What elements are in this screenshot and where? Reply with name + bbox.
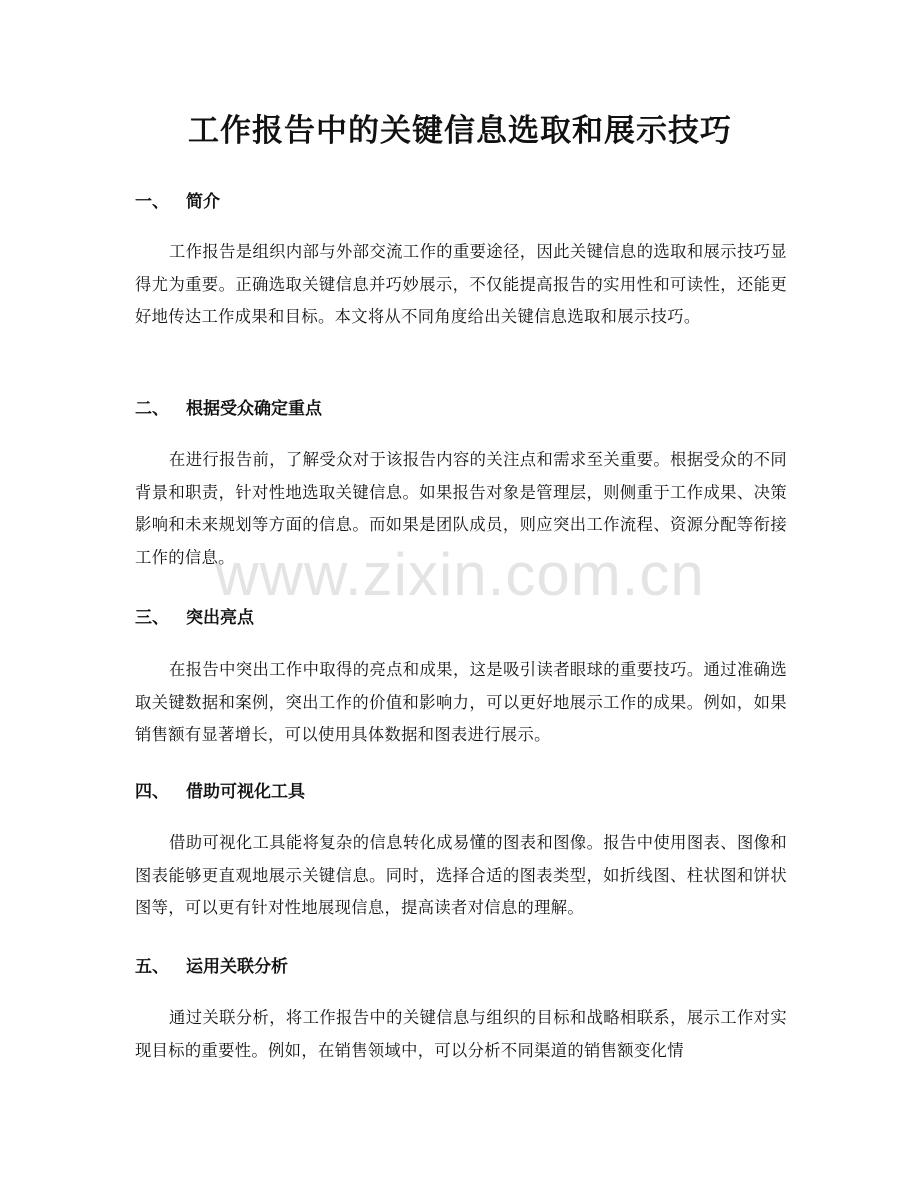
section-title: 根据受众确定重点 [186, 399, 322, 419]
section-heading-visualization [135, 780, 305, 804]
section-heading-audience [135, 397, 322, 421]
section-title: 运用关联分析 [186, 957, 288, 977]
watermark: www.zixin.com.cn [215, 541, 705, 608]
section-number: 二、 [135, 399, 169, 419]
section-number: 五、 [135, 957, 169, 977]
section-number: 三、 [135, 608, 169, 628]
section-number: 四、 [135, 782, 169, 802]
section-paragraph: 在报告中突出工作中取得的亮点和成果，这是吸引读者眼球的重要技巧。通过准确选取关键数据和案例，突出工作的价值和影响力，可以更好地展示工作的成果。例如，如果销售额有显著增长，可以使用具体数据和图表进行展示。 [135, 660, 787, 745]
section-heading-intro [135, 190, 220, 214]
section-paragraph: 工作报告是组织内部与外部交流工作的重要途径，因此关键信息的选取和展示技巧显得尤为重要。正确选取关键信息并巧妙展示，不仅能提高报告的实用性和可读性，还能更好地传达工作成果和目标。本文将从不同角度给出关键信息选取和展示技巧。 [135, 242, 787, 327]
section-paragraph: 借助可视化工具能将复杂的信息转化成易懂的图表和图像。报告中使用图表、图像和图表能够更直观地展示关键信息。同时，选择合适的图表类型，如折线图、柱状图和饼状图等，可以更有针对性地展现信息，提高读者对信息的理解。 [135, 833, 787, 918]
section-title: 借助可视化工具 [186, 782, 305, 802]
section-title: 突出亮点 [186, 608, 254, 628]
document-title: 工作报告中的关键信息选取和展示技巧 [188, 113, 732, 149]
section-heading-highlights [135, 606, 254, 630]
section-number: 一、 [135, 192, 169, 212]
section-title: 简介 [186, 192, 220, 212]
section-heading-correlation [135, 955, 288, 979]
section-paragraph: 通过关联分析，将工作报告中的关键信息与组织的目标和战略相联系，展示工作对实现目标的重要性。例如，在销售领域中，可以分析不同渠道的销售额变化情 [135, 1008, 787, 1060]
section-paragraph: 在进行报告前，了解受众对于该报告内容的关注点和需求至关重要。根据受众的不同背景和职责，针对性地选取关键信息。如果报告对象是管理层，则侧重于工作成果、决策影响和未来规划等方面的信息。而如果是团队成员，则应突出工作流程、资源分配等衔接工作的信息。 [135, 450, 787, 567]
